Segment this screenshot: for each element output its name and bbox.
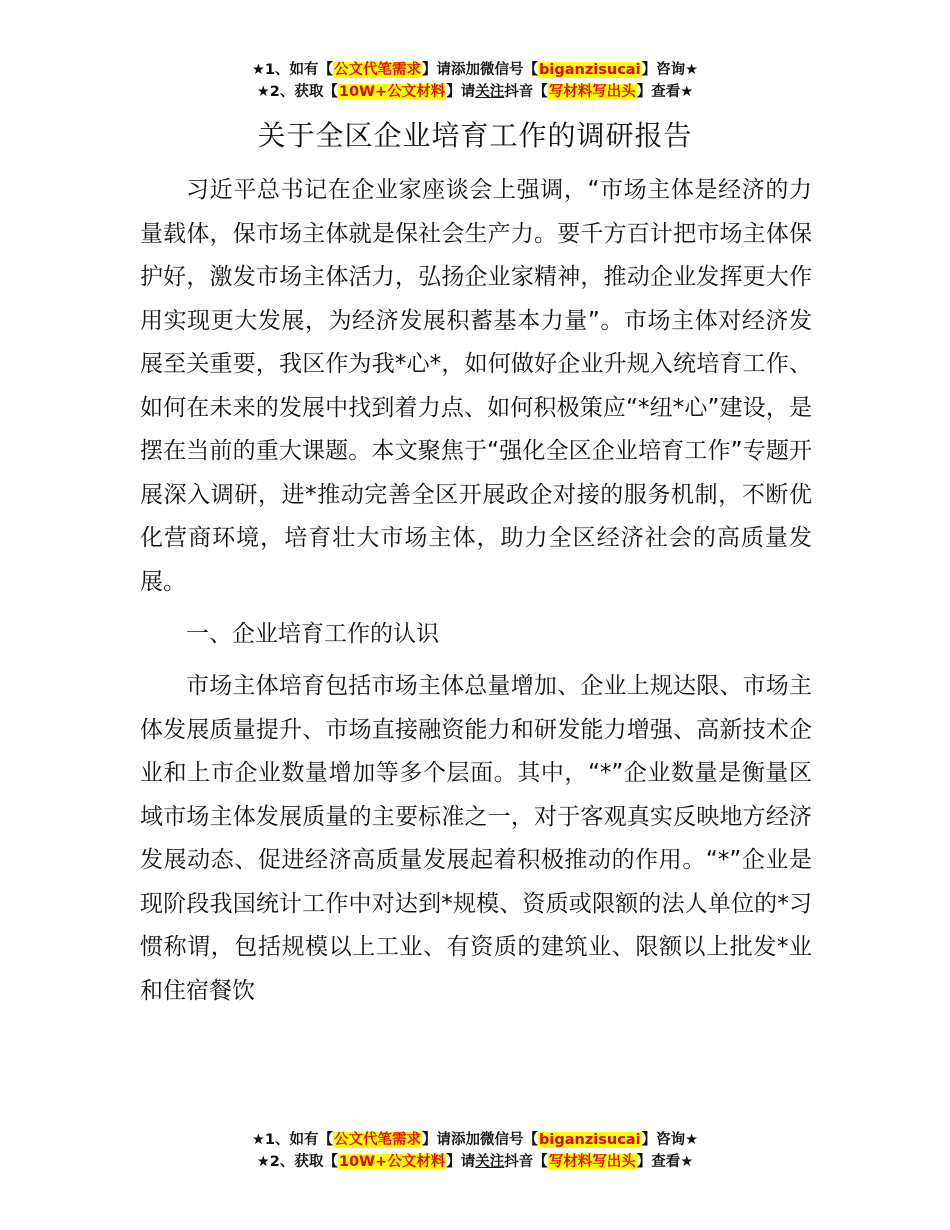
section-heading: 一、企业培育工作的认识 xyxy=(186,621,439,647)
banner-highlight: 写材料写出头 xyxy=(548,1154,636,1170)
banner-text: 】查看★ xyxy=(636,84,694,100)
body-paragraph: 市场主体培育包括市场主体总量增加、企业上规达限、市场主体发展质量提升、市场直接融资能力和研发能力增强、高新技术企业和上市企业数量增加等多个层面。其中，“*”企业数量是衡量区域市场主体发展质量的主要标准之一，对于客观真实反映地方经济发展动态、促进经济高质量发展起着积极推动的作用。“*”企业是现阶段我国统计工作中对达到*规模、资质或限额的法人单位的*习惯称谓，包括规模以上工业、有资质的建筑业、限额以上批发*业和住宿餐饮 xyxy=(140,673,812,1004)
banner-text: 抖音【 xyxy=(504,1154,548,1170)
banner-text: 】请 xyxy=(446,1154,476,1170)
section-heading-block xyxy=(140,613,812,657)
banner-text: ★2、获取【 xyxy=(256,84,338,100)
banner-highlight: 公文代笔需求 xyxy=(334,1132,422,1148)
banner-line-2 xyxy=(0,1151,950,1173)
banner-highlight: 10W+公文材料 xyxy=(338,84,446,100)
banner-text: 】咨询★ xyxy=(641,1132,699,1148)
body-paragraph-1-block xyxy=(140,169,812,604)
header-banner xyxy=(0,59,950,103)
banner-text: 】请添加微信号【 xyxy=(422,1132,539,1148)
banner-text: ★1、如有【 xyxy=(251,62,334,78)
banner-line-2 xyxy=(0,81,950,103)
banner-text: 】请添加微信号【 xyxy=(422,62,539,78)
banner-text: ★1、如有【 xyxy=(251,1132,334,1148)
banner-underlined-text: 关注 xyxy=(475,84,505,100)
banner-text: 】咨询★ xyxy=(641,62,699,78)
banner-text: 】请 xyxy=(446,84,476,100)
banner-highlight: biganzisucai xyxy=(539,62,641,78)
footer-banner xyxy=(0,1129,950,1173)
banner-highlight: biganzisucai xyxy=(539,1132,641,1148)
banner-line-1 xyxy=(0,1129,950,1151)
document-title: 关于全区企业培育工作的调研报告 xyxy=(257,119,693,152)
banner-underlined-text: 关注 xyxy=(475,1154,505,1170)
banner-text: 】查看★ xyxy=(636,1154,694,1170)
banner-highlight: 写材料写出头 xyxy=(548,84,636,100)
banner-text: 抖音【 xyxy=(504,84,548,100)
banner-highlight: 10W+公文材料 xyxy=(338,1154,446,1170)
banner-highlight: 公文代笔需求 xyxy=(334,62,422,78)
body-paragraph: 习近平总书记在企业家座谈会上强调，“市场主体是经济的力量载体，保市场主体就是保社会生产力。要千方百计把市场主体保护好，激发市场主体活力，弘扬企业家精神，推动企业发挥更大作用实现更大发展，为经济发展积蓄基本力量”。市场主体对经济发展至关重要，我区作为我*心*，如何做好企业升规入统培育工作、如何在未来的发展中找到着力点、如何积极策应“*纽*心”建设，是摆在当前的重大课题。本文聚焦于“强化全区企业培育工作”专题开展深入调研，进*推动完善全区开展政企对接的服务机制，不断优化营商环境，培育壮大市场主体，助力全区经济社会的高质量发展。 xyxy=(140,177,812,595)
body-paragraph-2-block xyxy=(140,665,812,1013)
banner-text: ★2、获取【 xyxy=(256,1154,338,1170)
banner-line-1 xyxy=(0,59,950,81)
